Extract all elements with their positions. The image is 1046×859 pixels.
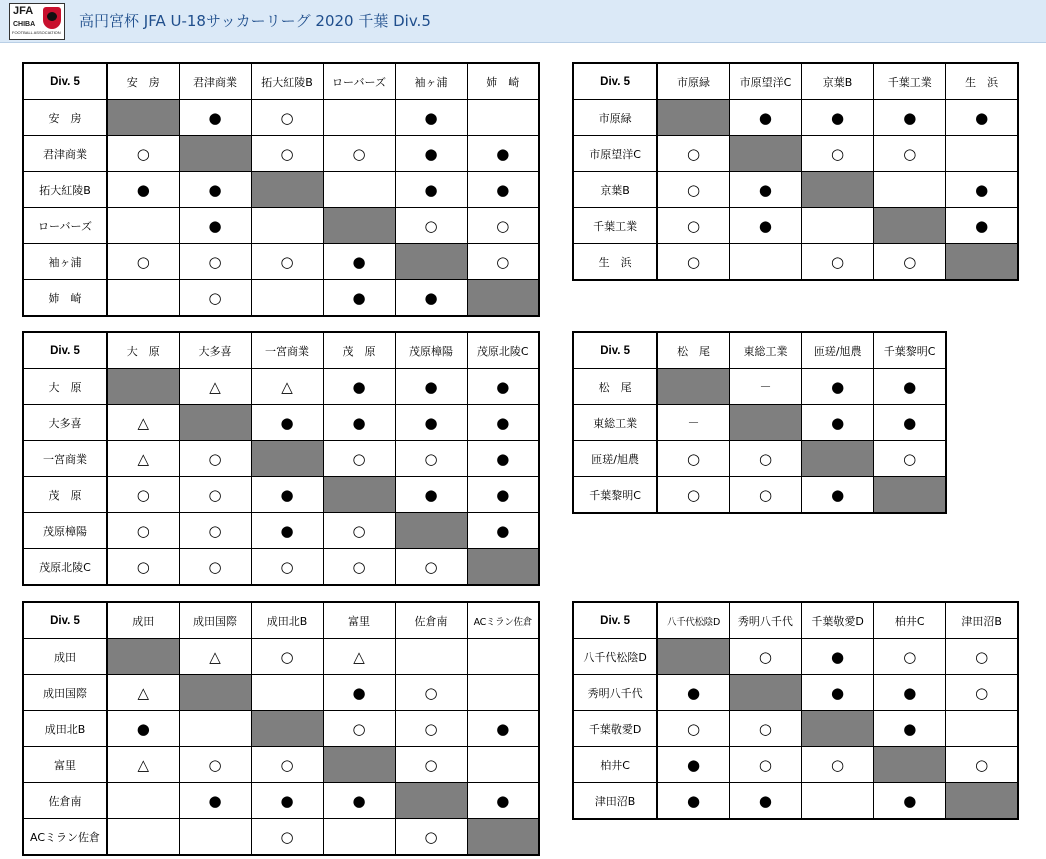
column-header-team: 柏井C <box>874 602 946 639</box>
result-cell: ● <box>323 244 395 280</box>
result-cell: ○ <box>729 747 801 783</box>
column-header-team: 千葉黎明C <box>874 332 946 369</box>
result-cell: ● <box>874 675 946 711</box>
self-match-cell <box>802 441 874 477</box>
self-match-cell <box>395 783 467 819</box>
self-match-cell <box>802 711 874 747</box>
column-header-team: 成田北B <box>251 602 323 639</box>
result-cell <box>107 783 179 819</box>
row-header-team: 匝瑳/旭農 <box>573 441 657 477</box>
result-cell: ○ <box>874 639 946 675</box>
row-header-team: 千葉工業 <box>573 208 657 244</box>
row-header-team: ローバーズ <box>23 208 107 244</box>
self-match-cell <box>729 675 801 711</box>
header-row <box>23 63 539 100</box>
jfa-chiba-logo[interactable] <box>9 3 65 40</box>
table-row <box>23 405 539 441</box>
result-cell: △ <box>107 747 179 783</box>
result-cell: ● <box>323 675 395 711</box>
row-header-team: 成田国際 <box>23 675 107 711</box>
result-cell: ○ <box>179 280 251 317</box>
result-cell: ○ <box>179 549 251 586</box>
table-row <box>573 244 1018 281</box>
result-cell: ● <box>323 280 395 317</box>
result-cell: ○ <box>657 477 729 514</box>
table-row <box>23 477 539 513</box>
row-header-team: 津田沼B <box>573 783 657 820</box>
self-match-cell <box>729 405 801 441</box>
table-row <box>23 244 539 280</box>
result-cell <box>323 100 395 136</box>
result-cell: ● <box>874 405 946 441</box>
table-row <box>23 280 539 317</box>
column-header-team: ローバーズ <box>323 63 395 100</box>
result-cell: ○ <box>946 747 1018 783</box>
table-row <box>573 639 1018 675</box>
result-cell: ● <box>395 100 467 136</box>
result-cell: ○ <box>395 675 467 711</box>
table-row <box>573 172 1018 208</box>
result-cell: ○ <box>657 172 729 208</box>
result-cell: ○ <box>874 441 946 477</box>
result-cell: ○ <box>395 549 467 586</box>
result-cell: ● <box>467 441 539 477</box>
result-cell: ○ <box>395 747 467 783</box>
row-header-team: ACミラン佐倉 <box>23 819 107 856</box>
table-row <box>23 208 539 244</box>
column-header-team: 千葉敬愛D <box>802 602 874 639</box>
result-cell: ○ <box>323 549 395 586</box>
self-match-cell <box>874 208 946 244</box>
result-cell: ● <box>467 136 539 172</box>
result-cell: ○ <box>251 136 323 172</box>
result-cell: ○ <box>323 711 395 747</box>
result-cell <box>107 819 179 856</box>
result-cell: ● <box>179 100 251 136</box>
result-cell <box>107 208 179 244</box>
row-header-team: 八千代松陰D <box>573 639 657 675</box>
result-cell: － <box>657 405 729 441</box>
row-header-team: 成田北B <box>23 711 107 747</box>
result-cell: ● <box>107 172 179 208</box>
column-header-team: 茂 原 <box>323 332 395 369</box>
result-cell: ● <box>395 369 467 405</box>
header-row <box>573 63 1018 100</box>
result-cell: ○ <box>251 100 323 136</box>
result-cell: ○ <box>467 208 539 244</box>
column-header-team: 千葉工業 <box>874 63 946 100</box>
league-table-group-3 <box>22 331 540 586</box>
row-header-team: 袖ヶ浦 <box>23 244 107 280</box>
column-header-team: 袖ヶ浦 <box>395 63 467 100</box>
result-cell: ● <box>179 172 251 208</box>
corner-label: Div. 5 <box>573 602 657 639</box>
self-match-cell <box>251 711 323 747</box>
result-cell: ○ <box>395 441 467 477</box>
result-cell: ○ <box>874 244 946 281</box>
result-cell: ● <box>323 783 395 819</box>
self-match-cell <box>179 675 251 711</box>
column-header-team: 大 原 <box>107 332 179 369</box>
crow-crest-icon <box>43 7 61 29</box>
corner-label: Div. 5 <box>23 602 107 639</box>
table-row <box>23 711 539 747</box>
header-row <box>573 602 1018 639</box>
self-match-cell <box>107 639 179 675</box>
self-match-cell <box>467 819 539 856</box>
self-match-cell <box>467 280 539 317</box>
result-cell <box>107 280 179 317</box>
self-match-cell <box>107 369 179 405</box>
self-match-cell <box>323 208 395 244</box>
table-row <box>23 675 539 711</box>
result-cell: ● <box>467 477 539 513</box>
row-header-team: 柏井C <box>573 747 657 783</box>
result-cell <box>395 639 467 675</box>
column-header-team: 姉 崎 <box>467 63 539 100</box>
row-header-team: 千葉黎明C <box>573 477 657 514</box>
result-cell: ○ <box>729 441 801 477</box>
row-header-team: 茂原北陵C <box>23 549 107 586</box>
result-cell <box>179 819 251 856</box>
column-header-team: 茂原北陵C <box>467 332 539 369</box>
result-cell: △ <box>107 675 179 711</box>
self-match-cell <box>467 549 539 586</box>
result-cell: ● <box>467 405 539 441</box>
corner-label: Div. 5 <box>573 63 657 100</box>
result-cell: ○ <box>107 136 179 172</box>
result-cell: ● <box>657 783 729 820</box>
result-cell: ● <box>874 783 946 820</box>
result-cell: ● <box>251 783 323 819</box>
result-cell: ○ <box>946 639 1018 675</box>
table-row <box>23 100 539 136</box>
row-header-team: 大多喜 <box>23 405 107 441</box>
result-cell: ○ <box>802 747 874 783</box>
column-header-team: 一宮商業 <box>251 332 323 369</box>
result-cell: ○ <box>251 549 323 586</box>
result-cell: ○ <box>802 244 874 281</box>
column-header-team: 成田国際 <box>179 602 251 639</box>
self-match-cell <box>729 136 801 172</box>
result-cell: △ <box>179 639 251 675</box>
table-row <box>23 747 539 783</box>
result-cell: ● <box>802 675 874 711</box>
header-row <box>23 602 539 639</box>
result-cell: ○ <box>251 639 323 675</box>
table-row <box>573 208 1018 244</box>
result-cell: △ <box>107 405 179 441</box>
result-cell: ● <box>467 783 539 819</box>
result-cell: ○ <box>323 441 395 477</box>
page-header <box>0 0 1046 43</box>
result-cell: ○ <box>802 136 874 172</box>
table-row <box>23 783 539 819</box>
result-cell: ○ <box>107 549 179 586</box>
result-cell: ● <box>657 747 729 783</box>
result-cell: ○ <box>657 441 729 477</box>
column-header-team: 松 尾 <box>657 332 729 369</box>
header-row <box>573 332 946 369</box>
self-match-cell <box>251 172 323 208</box>
result-cell: ● <box>946 172 1018 208</box>
self-match-cell <box>657 639 729 675</box>
result-cell: ● <box>729 172 801 208</box>
column-header-team: 富里 <box>323 602 395 639</box>
logo-text-association: FOOTBALL ASSOCIATION <box>12 30 61 35</box>
column-header-team: 匝瑳/旭農 <box>802 332 874 369</box>
result-cell: ● <box>657 675 729 711</box>
row-header-team: 君津商業 <box>23 136 107 172</box>
result-cell: ● <box>395 405 467 441</box>
column-header-team: 津田沼B <box>946 602 1018 639</box>
row-header-team: 市原緑 <box>573 100 657 136</box>
result-cell: ○ <box>107 513 179 549</box>
column-header-team: ACミラン佐倉 <box>467 602 539 639</box>
column-header-team: 君津商業 <box>179 63 251 100</box>
self-match-cell <box>323 747 395 783</box>
self-match-cell <box>251 441 323 477</box>
row-header-team: 生 浜 <box>573 244 657 281</box>
result-cell: ● <box>467 172 539 208</box>
result-cell: ● <box>179 208 251 244</box>
result-cell <box>802 208 874 244</box>
row-header-team: 佐倉南 <box>23 783 107 819</box>
result-cell: △ <box>323 639 395 675</box>
result-cell <box>323 172 395 208</box>
row-header-team: 拓大紅陵B <box>23 172 107 208</box>
corner-label: Div. 5 <box>23 63 107 100</box>
self-match-cell <box>395 244 467 280</box>
self-match-cell <box>946 783 1018 820</box>
row-header-team: 市原望洋C <box>573 136 657 172</box>
result-cell: ● <box>802 405 874 441</box>
self-match-cell <box>874 477 946 514</box>
result-cell: △ <box>179 369 251 405</box>
table-row <box>573 405 946 441</box>
column-header-team: 大多喜 <box>179 332 251 369</box>
header-row <box>23 332 539 369</box>
corner-label: Div. 5 <box>573 332 657 369</box>
table-row <box>573 136 1018 172</box>
result-cell: ● <box>323 369 395 405</box>
result-cell: ○ <box>107 244 179 280</box>
row-header-team: 茂原樟陽 <box>23 513 107 549</box>
self-match-cell <box>179 405 251 441</box>
table-row <box>23 819 539 856</box>
result-cell: ● <box>179 783 251 819</box>
result-cell: ● <box>251 477 323 513</box>
result-cell: ○ <box>323 136 395 172</box>
result-cell: ● <box>802 639 874 675</box>
result-cell: ○ <box>395 711 467 747</box>
table-row <box>573 675 1018 711</box>
result-cell: ● <box>251 513 323 549</box>
self-match-cell <box>946 244 1018 281</box>
result-cell: ● <box>946 208 1018 244</box>
result-cell <box>251 208 323 244</box>
result-cell <box>946 136 1018 172</box>
column-header-team: 京葉B <box>802 63 874 100</box>
result-cell <box>467 675 539 711</box>
self-match-cell <box>874 747 946 783</box>
table-row <box>23 549 539 586</box>
row-header-team: 富里 <box>23 747 107 783</box>
result-cell: ● <box>107 711 179 747</box>
row-header-team: 一宮商業 <box>23 441 107 477</box>
result-cell: ○ <box>179 441 251 477</box>
corner-label: Div. 5 <box>23 332 107 369</box>
self-match-cell <box>657 100 729 136</box>
result-cell: ○ <box>179 244 251 280</box>
result-cell: ○ <box>179 513 251 549</box>
result-cell: △ <box>251 369 323 405</box>
column-header-team: 秀明八千代 <box>729 602 801 639</box>
table-row <box>573 747 1018 783</box>
table-row <box>23 172 539 208</box>
result-cell: ○ <box>657 136 729 172</box>
logo-text-jfa: JFA <box>13 5 34 17</box>
table-row <box>573 783 1018 820</box>
result-cell: ○ <box>179 477 251 513</box>
result-cell: ● <box>323 405 395 441</box>
table-row <box>573 711 1018 747</box>
league-table-group-6 <box>572 601 1019 820</box>
table-row <box>23 441 539 477</box>
result-cell: ● <box>467 711 539 747</box>
result-cell: ○ <box>107 477 179 513</box>
self-match-cell <box>107 100 179 136</box>
result-cell: ○ <box>323 513 395 549</box>
result-cell: ○ <box>729 711 801 747</box>
result-cell: ● <box>802 477 874 514</box>
column-header-team: 佐倉南 <box>395 602 467 639</box>
row-header-team: 成田 <box>23 639 107 675</box>
result-cell: ○ <box>946 675 1018 711</box>
row-header-team: 姉 崎 <box>23 280 107 317</box>
result-cell <box>467 100 539 136</box>
result-cell: ● <box>395 477 467 513</box>
result-cell <box>251 280 323 317</box>
result-cell: ● <box>395 136 467 172</box>
result-cell: ○ <box>874 136 946 172</box>
column-header-team: 茂原樟陽 <box>395 332 467 369</box>
league-table-group-4 <box>572 331 947 514</box>
result-cell: ○ <box>179 747 251 783</box>
result-cell <box>802 783 874 820</box>
result-cell: ○ <box>729 639 801 675</box>
result-cell: ● <box>251 405 323 441</box>
row-header-team: 茂 原 <box>23 477 107 513</box>
result-cell: － <box>729 369 801 405</box>
league-table-group-2 <box>572 62 1019 281</box>
row-header-team: 大 原 <box>23 369 107 405</box>
result-cell: ● <box>395 172 467 208</box>
column-header-team: 市原望洋C <box>729 63 801 100</box>
result-cell <box>251 675 323 711</box>
result-cell: ● <box>467 513 539 549</box>
league-table-group-5 <box>22 601 540 856</box>
table-row <box>23 136 539 172</box>
result-cell: ○ <box>657 711 729 747</box>
result-cell: ● <box>874 711 946 747</box>
row-header-team: 京葉B <box>573 172 657 208</box>
result-cell: ● <box>395 280 467 317</box>
column-header-team: 市原緑 <box>657 63 729 100</box>
result-cell: ● <box>802 369 874 405</box>
logo-text-chiba: CHIBA <box>13 21 36 28</box>
row-header-team: 東総工業 <box>573 405 657 441</box>
page-title: 高円宮杯 JFA U-18サッカーリーグ 2020 千葉 Div.5 <box>79 12 431 30</box>
table-row <box>573 441 946 477</box>
row-header-team: 秀明八千代 <box>573 675 657 711</box>
result-cell: ○ <box>395 208 467 244</box>
self-match-cell <box>657 369 729 405</box>
league-table-group-1 <box>22 62 540 317</box>
result-cell: ○ <box>467 244 539 280</box>
result-cell: ○ <box>251 819 323 856</box>
column-header-team: 拓大紅陵B <box>251 63 323 100</box>
column-header-team: 成田 <box>107 602 179 639</box>
result-cell: ○ <box>251 747 323 783</box>
result-cell <box>179 711 251 747</box>
result-cell <box>467 639 539 675</box>
table-row <box>573 100 1018 136</box>
result-cell: ● <box>802 100 874 136</box>
table-row <box>23 369 539 405</box>
result-cell: ● <box>729 783 801 820</box>
table-row <box>23 513 539 549</box>
column-header-team: 生 浜 <box>946 63 1018 100</box>
result-cell: ● <box>467 369 539 405</box>
row-header-team: 安 房 <box>23 100 107 136</box>
result-cell: ● <box>946 100 1018 136</box>
result-cell <box>467 747 539 783</box>
result-cell: ○ <box>251 244 323 280</box>
row-header-team: 松 尾 <box>573 369 657 405</box>
result-cell <box>323 819 395 856</box>
result-cell <box>874 172 946 208</box>
table-row <box>23 639 539 675</box>
result-cell: ● <box>874 369 946 405</box>
column-header-team: 東総工業 <box>729 332 801 369</box>
result-cell: ● <box>729 208 801 244</box>
column-header-team: 八千代松陰D <box>657 602 729 639</box>
self-match-cell <box>395 513 467 549</box>
row-header-team: 千葉敬愛D <box>573 711 657 747</box>
result-cell: ○ <box>395 819 467 856</box>
self-match-cell <box>179 136 251 172</box>
result-cell: ● <box>729 100 801 136</box>
table-row <box>573 369 946 405</box>
result-cell: ○ <box>657 208 729 244</box>
result-cell: ○ <box>657 244 729 281</box>
self-match-cell <box>802 172 874 208</box>
table-row <box>573 477 946 514</box>
column-header-team: 安 房 <box>107 63 179 100</box>
result-cell <box>729 244 801 281</box>
self-match-cell <box>323 477 395 513</box>
result-cell: △ <box>107 441 179 477</box>
result-cell <box>946 711 1018 747</box>
result-cell: ● <box>874 100 946 136</box>
result-cell: ○ <box>729 477 801 514</box>
